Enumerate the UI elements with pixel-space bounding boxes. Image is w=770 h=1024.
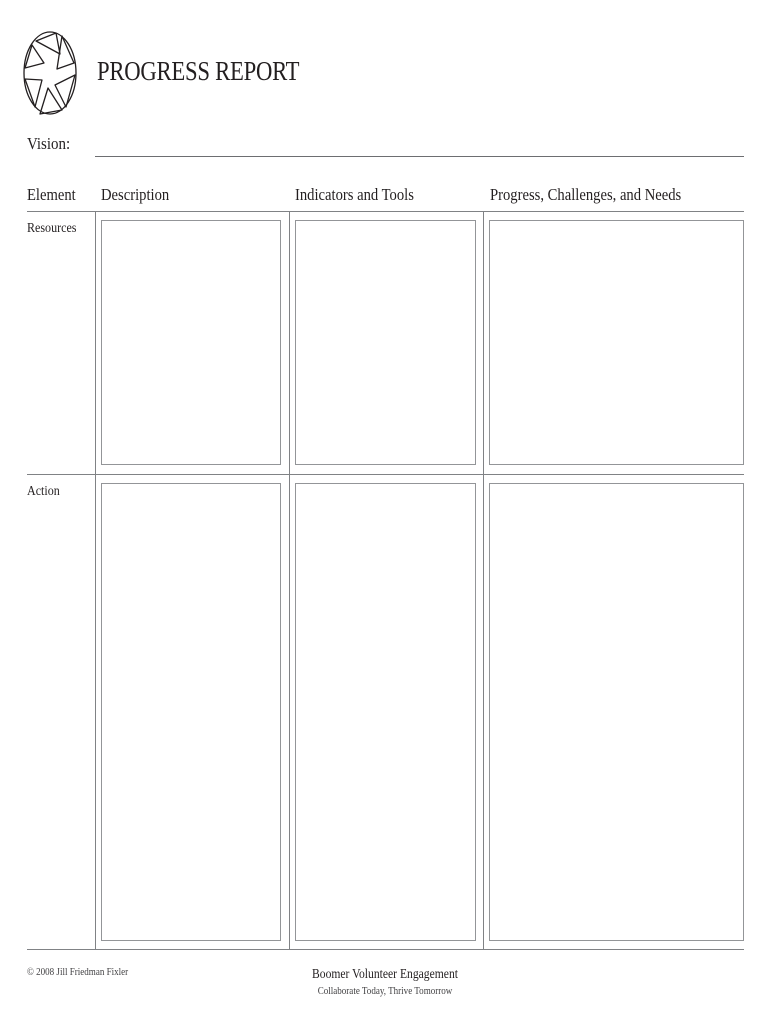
column-divider <box>289 211 290 949</box>
vision-field[interactable] <box>95 156 744 157</box>
vision-label: Vision: <box>27 134 71 153</box>
footer-tagline: Collaborate Today, Thrive Tomorrow <box>317 986 453 997</box>
action-description-cell[interactable] <box>101 483 281 941</box>
resources-progress-cell[interactable] <box>489 220 744 465</box>
footer-copyright: © 2008 Jill Friedman Fixler <box>27 967 129 978</box>
row-label-action: Action <box>27 484 60 499</box>
table-bottom-rule <box>27 949 744 950</box>
resources-indicators-cell[interactable] <box>295 220 476 465</box>
action-indicators-cell[interactable] <box>295 483 476 941</box>
column-header-element: Element <box>27 185 76 204</box>
aperture-logo-icon <box>22 30 78 116</box>
row-label-resources: Resources <box>27 221 77 236</box>
resources-description-cell[interactable] <box>101 220 281 465</box>
page-title: PROGRESS REPORT <box>97 56 300 86</box>
column-header-progress: Progress, Challenges, and Needs <box>490 185 682 204</box>
column-header-indicators: Indicators and Tools <box>295 185 414 204</box>
column-divider <box>95 211 96 949</box>
column-header-description: Description <box>101 185 170 204</box>
action-progress-cell[interactable] <box>489 483 744 941</box>
table-top-rule <box>27 211 744 212</box>
footer-title: Boomer Volunteer Engagement <box>312 966 458 981</box>
row-divider-rule <box>27 474 744 475</box>
column-divider <box>483 211 484 949</box>
